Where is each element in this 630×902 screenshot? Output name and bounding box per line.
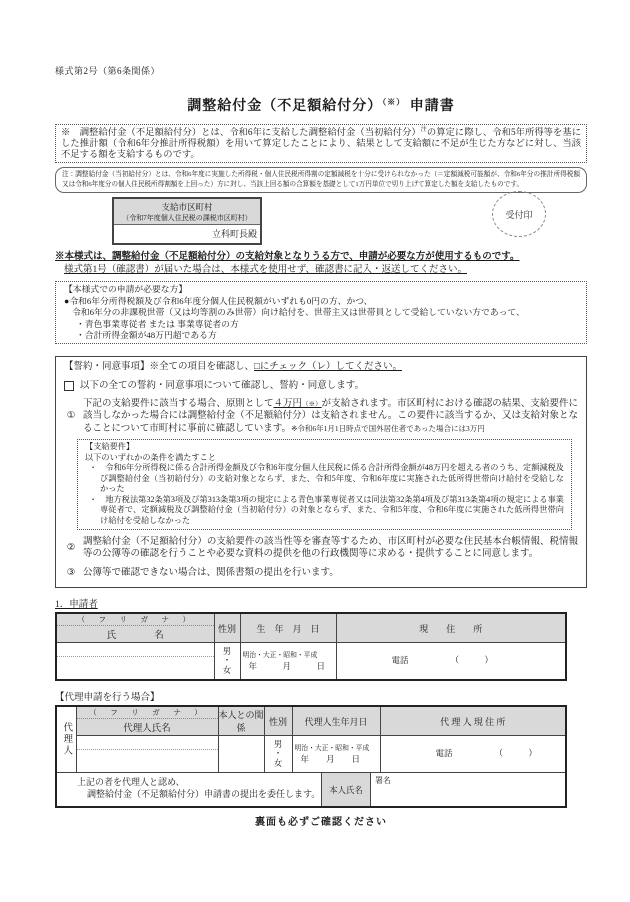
proxy-gender-male[interactable]: 男	[273, 739, 283, 750]
agreement-label: 以下の全ての誓約・同意事項について確認し、誓約・同意します。	[80, 380, 365, 391]
municipality-sublabel: （令和7年度個人住民税の課税市区町村）	[122, 214, 252, 223]
municipality-row	[55, 197, 587, 245]
receipt-stamp-label: 受付印	[505, 209, 533, 220]
agreement-checkbox[interactable]	[64, 381, 74, 391]
title-superscript: （※）	[382, 97, 406, 107]
eligible-line-3: ・青色事業専従者 または 事業専従者の方	[76, 318, 239, 329]
footer-note: 裏面も必ずご確認ください	[255, 817, 387, 829]
pledge-item-3-text: 公簿等で確認できない場合は、関係書類の提出を行います。	[83, 567, 339, 578]
description-box	[55, 124, 587, 163]
usage-note-1: ※本様式は、調整給付金（不足額給付分）の支給対象となりうる方で、申請が必要な方が使用するものです。	[55, 252, 520, 263]
pledge-item-2	[64, 536, 578, 561]
agreement-row	[64, 380, 578, 392]
pledge-item-1-post: が支給されます。市区町村における確認の結果、支給要件に該当しなかった場合には調整給付金（不足額給付分）は支給されません。この要件に該当するか、又は支給対象となることについて市町村に事前に確認しています。	[83, 399, 578, 434]
pledge-item-3	[64, 567, 578, 579]
receipt-stamp-circle	[492, 191, 546, 237]
pledge-item-1-text	[83, 398, 578, 435]
applicant-name-input[interactable]	[57, 657, 214, 679]
proxy-gender-header: 性別	[264, 706, 292, 736]
proxy-gender-field[interactable]	[264, 736, 292, 773]
eligible-line-4: ・合計所得金額が48万円超である方	[76, 329, 217, 340]
municipality-box	[112, 197, 262, 245]
pledge-item-2-number: ②	[66, 543, 76, 554]
applicant-section-title: 1．申請者	[55, 600, 98, 611]
municipality-label: 支給市区町村	[161, 202, 213, 213]
requirements-intro: 以下のいずれかの条件を満たすこと	[85, 452, 217, 462]
requirements-box	[77, 439, 572, 530]
applicant-gender-field[interactable]	[214, 643, 240, 681]
eligible-persons-box	[55, 281, 587, 344]
eligible-line-2: 令和6年分の非課税世帯（又は均等割のみ世帯）向け給付を、世帯主又は世帯員として受給していない方であって、	[72, 307, 525, 318]
delegation-cell	[56, 773, 566, 808]
applicant-furigana-input[interactable]	[57, 643, 214, 657]
applicant-header-row	[56, 613, 566, 643]
pledge-item-1-pre: 下記の支給要件に該当する場合、原則として	[83, 399, 274, 410]
description-note-ref: 注	[420, 127, 427, 133]
proxy-table	[55, 705, 567, 808]
requirement-bullet-2: ・ 地方税法第32条第3項及び第313条第3項の規定による青色事業専従者又は同法第32条第4項及び第313条第4項の規定による事業専従者で、定額減税及び調整給付金（当初給付分）の対象とならず、また、令和5年度、令和6年度に実施された低所得世帯向け給付を受給しなかった	[89, 494, 564, 525]
proxy-section-title: 【代理申請を行う場合】	[55, 693, 160, 704]
pledge-heading	[64, 361, 578, 373]
pledge-heading-instruction: □にチェック（レ）してください。	[254, 362, 402, 373]
applicant-gender-header: 性別	[214, 613, 240, 643]
delegation-statement	[57, 773, 321, 806]
overseas-note: ※令和6年1月1日時点で国外居住者であった場合には3万円	[291, 423, 485, 433]
proxy-gender-female[interactable]: 女	[273, 757, 283, 768]
proxy-name-field[interactable]	[76, 736, 218, 773]
proxy-era-options[interactable]: 明治・大正・昭和・平成	[294, 744, 370, 752]
pledge-heading-text: 【誓約・同意事項】※全ての項目を確認し、	[64, 362, 255, 373]
proxy-birth-field[interactable]	[292, 736, 380, 773]
proxy-date-input[interactable]: 年 月 日	[300, 753, 361, 764]
applicant-body-row	[56, 643, 566, 681]
description-prefix: ※ 調整給付金（不足額給付分）とは、令和6年に支給した調整給付金（当初給付分）	[61, 128, 421, 139]
proxy-header-row	[56, 706, 566, 736]
applicant-name-header-label: 氏 名	[106, 631, 164, 642]
pledge-item-2-text: 調整給付金（不足額給付分）の支給要件の該当性等を審査等するため、市区町村が必要な住民基本台帳情報、税情報等の公簿等の確認を行うことや必要な資料の提供を他の行政機関等に求める・提供することに同意します。	[83, 537, 578, 560]
municipality-header	[114, 199, 260, 225]
pledge-item-3-number: ③	[66, 567, 76, 578]
usage-note-2: 様式第1号（確認書）が届いた場合は、本様式を使用せず、確認書に記入・返送してください。	[64, 264, 467, 275]
applicant-gender-female[interactable]: 女	[222, 664, 232, 675]
proxy-body-row	[56, 736, 566, 773]
applicant-birth-field[interactable]	[240, 643, 336, 681]
title-main: 調整給付金（不足額給付分）	[187, 99, 383, 114]
principal-name-label: 本人氏名	[321, 773, 371, 806]
applicant-phone-line[interactable]	[337, 654, 566, 668]
eligible-heading: 【本様式での申請が必要な方】	[64, 284, 188, 295]
form-number: 様式第2号（第6条関係）	[55, 66, 161, 76]
proxy-relation-field[interactable]	[218, 736, 264, 773]
requirement-bullet-1: ・ 令和6年分所得税に係る合計所得金額及び令和6年度分個人住民税に係る合計所得金額が48万円を超える者のうち、定額減税及び調整給付金（当初給付分）の支給対象とならず、また、令和5年度、令和6年度に実施された低所得世帯向け給付を受給しなかった	[89, 463, 564, 494]
proxy-relation-header: 本人との関係	[218, 706, 264, 736]
description-suffix: の算定に際し、令和5年所得等を基にした推計額（令和6年分推計所得税額）を用いて算定したことにより、結果として支給額に不足が生じた方などに対し、当該不足する額を支給するものです。	[61, 128, 581, 160]
applicant-furigana-header: （ フ リ ガ ナ ）	[57, 614, 214, 626]
delegation-line-2: 調整給付金（不足額給付分）申請書の提出を委任します。	[87, 789, 321, 800]
form-content	[55, 0, 587, 828]
delegation-row	[56, 773, 566, 808]
footnote-box: 注：調整給付金（当初給付分）とは、令和6年度に実施した所得税・個人住民税所得割の定額減税を十分に受けられなかった（＝定額減税可能額が、令和6年分の推計所得税額又は令和6年度分の個人住民税所得割額を上回った）方に対し、当該上回る額の合算額を基礎として1万円単位で切り上げて算定した額を支給したものです。	[55, 167, 587, 193]
proxy-gender-separator: ・	[273, 748, 283, 759]
proxy-address-header: 代 理 人 現 住 所	[380, 706, 566, 736]
proxy-phone-label: 電話	[435, 748, 453, 759]
usage-notes	[55, 251, 587, 276]
applicant-era-options[interactable]: 明治・大正・昭和・平成	[242, 651, 318, 659]
proxy-furigana-input[interactable]	[77, 736, 218, 750]
pledge-box	[55, 356, 587, 588]
proxy-address-field[interactable]	[380, 736, 566, 773]
proxy-side-label: 代理人	[56, 706, 76, 773]
page-title	[55, 95, 587, 115]
applicant-name-field[interactable]	[56, 643, 214, 681]
pledge-item-1-number: ①	[66, 411, 76, 422]
applicant-address-header: 現 住 所	[336, 613, 566, 643]
applicant-gender-separator: ・	[222, 655, 232, 666]
applicant-phone-label: 電話	[391, 655, 409, 666]
applicant-date-input[interactable]: 年 月 日	[248, 660, 326, 671]
applicant-birth-header: 生 年 月 日	[240, 613, 336, 643]
applicant-gender-male[interactable]: 男	[222, 646, 232, 657]
delegation-line-1: 上記の者を代理人と認め、	[77, 777, 185, 788]
benefit-amount-note-ref: （※）	[302, 401, 322, 409]
requirements-heading: 【支給要件】	[85, 442, 135, 452]
signature-label: 署名	[375, 776, 391, 786]
pledge-item-1	[64, 398, 578, 435]
applicant-table	[55, 612, 567, 681]
applicant-address-field[interactable]	[336, 643, 566, 681]
proxy-name-header-label: 代理人氏名	[123, 724, 171, 735]
proxy-furigana-header: （ フ リ ガ ナ ）	[77, 707, 218, 719]
benefit-amount: ４万円	[273, 399, 303, 410]
proxy-birth-header: 代理人生年月日	[292, 706, 380, 736]
eligible-line-1: ●令和6年分所得税額及び令和6年度分個人住民税額がいずれも0円の方、かつ、	[64, 295, 373, 306]
title-suffix: 申請書	[409, 99, 455, 114]
principal-signature-field[interactable]	[371, 773, 565, 806]
proxy-phone-input[interactable]: （ ）	[494, 748, 538, 759]
proxy-name-input[interactable]	[77, 750, 218, 772]
municipality-addressee: 立科町長殿	[211, 229, 257, 240]
proxy-name-header	[76, 706, 218, 736]
proxy-phone-line[interactable]	[381, 747, 566, 761]
applicant-name-header	[56, 613, 214, 643]
applicant-phone-input[interactable]: （ ）	[450, 655, 494, 666]
